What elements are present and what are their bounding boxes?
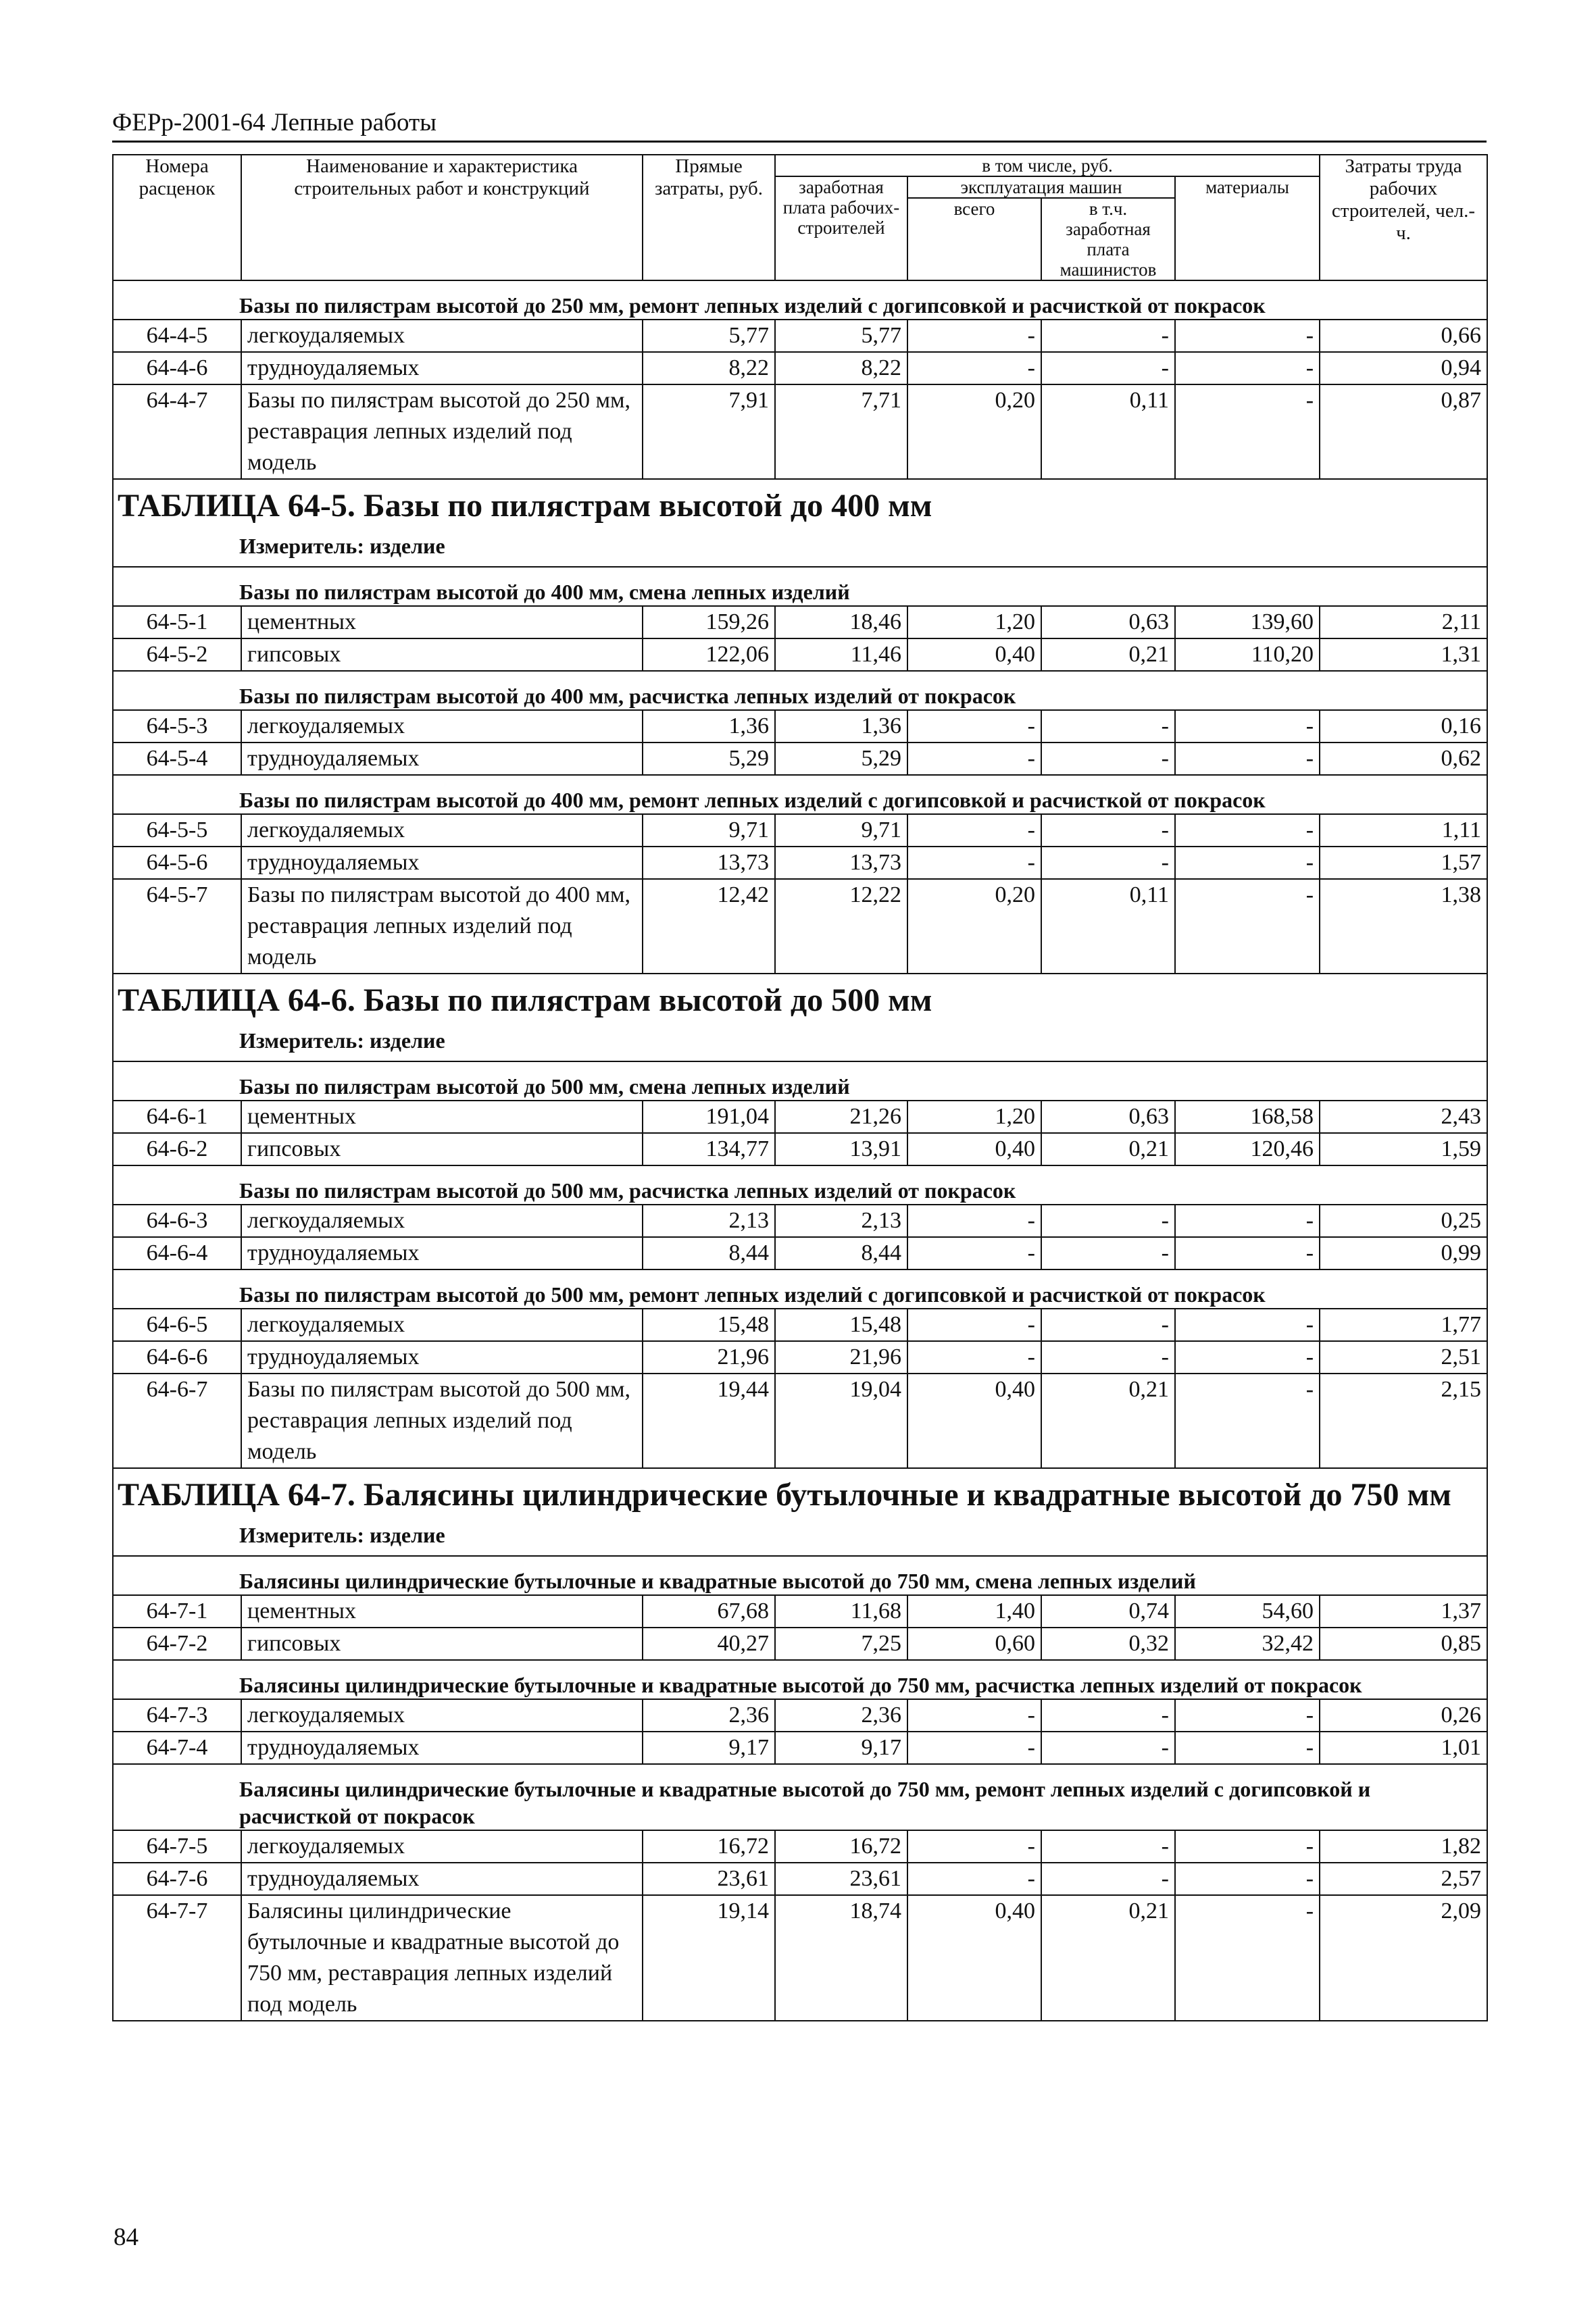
direct-cost: 1,36 (643, 710, 775, 743)
labor-value: 0,94 (1320, 352, 1487, 384)
machinist-wages-value: 0,21 (1041, 1133, 1175, 1165)
machines-value: - (907, 320, 1041, 352)
section-heading-row (113, 280, 1487, 320)
materials-value: - (1175, 1374, 1320, 1468)
machines-value: 0,40 (907, 638, 1041, 671)
direct-cost: 16,72 (643, 1830, 775, 1863)
measure-unit: Измеритель: изделие (239, 534, 445, 558)
wages-value: 19,04 (775, 1374, 907, 1468)
materials-value: 54,60 (1175, 1595, 1320, 1628)
machinist-wages-value: 0,63 (1041, 606, 1175, 638)
section-heading-row (113, 1269, 1487, 1309)
machinist-wages-value: - (1041, 743, 1175, 775)
labor-value: 0,26 (1320, 1699, 1487, 1732)
machinist-wages-value: 0,21 (1041, 1374, 1175, 1468)
materials-value: 139,60 (1175, 606, 1320, 638)
machines-value: 0,20 (907, 879, 1041, 974)
rate-code: 64-6-2 (113, 1133, 241, 1165)
direct-cost: 8,22 (643, 352, 775, 384)
direct-cost: 40,27 (643, 1628, 775, 1660)
col-machines-header: эксплуатация машин (907, 176, 1175, 198)
wages-value: 2,13 (775, 1205, 907, 1237)
section-heading: Балясины цилиндрические бутылочные и квадратные высотой до 750 мм, расчистка лепных изделий от покрасок (113, 1660, 1487, 1699)
materials-value: - (1175, 1895, 1320, 2021)
wages-value: 8,44 (775, 1237, 907, 1269)
work-name: легкоудаляемых (241, 1205, 643, 1237)
table-row (113, 1895, 1487, 2021)
col-materials-header: материалы (1175, 176, 1320, 280)
direct-cost: 15,48 (643, 1309, 775, 1341)
labor-value: 2,57 (1320, 1863, 1487, 1895)
machines-value: 0,40 (907, 1374, 1041, 1468)
machinist-wages-value: 0,11 (1041, 384, 1175, 479)
labor-value: 0,25 (1320, 1205, 1487, 1237)
work-name: цементных (241, 606, 643, 638)
table-row (113, 1237, 1487, 1269)
labor-value: 2,09 (1320, 1895, 1487, 2021)
machinist-wages-value: - (1041, 814, 1175, 847)
labor-value: 0,85 (1320, 1628, 1487, 1660)
page-number: 84 (114, 2223, 139, 2251)
labor-value: 1,77 (1320, 1309, 1487, 1341)
labor-value: 0,16 (1320, 710, 1487, 743)
table-row (113, 1628, 1487, 1660)
wages-value: 13,73 (775, 847, 907, 879)
direct-cost: 19,14 (643, 1895, 775, 2021)
rate-code: 64-6-6 (113, 1341, 241, 1374)
section-heading-row (113, 1061, 1487, 1101)
machinist-wages-value: - (1041, 1830, 1175, 1863)
rate-code: 64-4-7 (113, 384, 241, 479)
machines-value: - (907, 1309, 1041, 1341)
table-title-row (113, 1468, 1487, 1556)
measure-unit: Измеритель: изделие (239, 1523, 445, 1547)
col-name-header: Наименование и характеристика строительных работ и конструкций (241, 155, 643, 280)
rate-code: 64-4-5 (113, 320, 241, 352)
direct-cost: 9,17 (643, 1732, 775, 1764)
direct-cost: 2,36 (643, 1699, 775, 1732)
machinist-wages-value: - (1041, 710, 1175, 743)
machines-value: 1,20 (907, 1101, 1041, 1133)
labor-value: 0,66 (1320, 320, 1487, 352)
table-title-cell (113, 1468, 1487, 1556)
col-direct-header: Прямые затраты, руб. (643, 155, 775, 280)
work-name: Базы по пилястрам высотой до 250 мм, реставрация лепных изделий под модель (241, 384, 643, 479)
section-heading: Базы по пилястрам высотой до 500 мм, смена лепных изделий (113, 1061, 1487, 1101)
machinist-wages-value: - (1041, 847, 1175, 879)
wages-value: 2,36 (775, 1699, 907, 1732)
direct-cost: 19,44 (643, 1374, 775, 1468)
machines-value: - (907, 1732, 1041, 1764)
machinist-wages-value: - (1041, 1205, 1175, 1237)
machinist-wages-value: 0,21 (1041, 1895, 1175, 2021)
table-row (113, 847, 1487, 879)
machinist-wages-value: - (1041, 1309, 1175, 1341)
machinist-wages-value: 0,21 (1041, 638, 1175, 671)
machinist-wages-value: 0,74 (1041, 1595, 1175, 1628)
col-machinist-header: в т.ч. заработная плата машинистов (1041, 198, 1175, 280)
rate-code: 64-6-5 (113, 1309, 241, 1341)
materials-value: 168,58 (1175, 1101, 1320, 1133)
wages-value: 18,46 (775, 606, 907, 638)
table-row (113, 638, 1487, 671)
table-row (113, 1374, 1487, 1468)
table-row (113, 1830, 1487, 1863)
materials-value: - (1175, 1830, 1320, 1863)
rate-code: 64-6-1 (113, 1101, 241, 1133)
machinist-wages-value: 0,11 (1041, 879, 1175, 974)
machines-value: - (907, 1341, 1041, 1374)
machinist-wages-value: 0,32 (1041, 1628, 1175, 1660)
direct-cost: 12,42 (643, 879, 775, 974)
direct-cost: 191,04 (643, 1101, 775, 1133)
labor-value: 1,37 (1320, 1595, 1487, 1628)
running-title: ФЕРр-2001-64 Лепные работы (112, 109, 437, 136)
machines-value: - (907, 743, 1041, 775)
col-labor-header: Затраты труда рабочих строителей, чел.-ч. (1320, 155, 1487, 280)
work-name: трудноудаляемых (241, 743, 643, 775)
work-name: цементных (241, 1595, 643, 1628)
table-title: ТАБЛИЦА 64-5. Базы по пилястрам высотой до 400 мм (118, 488, 932, 524)
materials-value: - (1175, 320, 1320, 352)
table-row (113, 606, 1487, 638)
section-heading: Базы по пилястрам высотой до 400 мм, смена лепных изделий (113, 567, 1487, 606)
table-row (113, 879, 1487, 974)
materials-value: - (1175, 814, 1320, 847)
wages-value: 9,17 (775, 1732, 907, 1764)
rate-code: 64-5-1 (113, 606, 241, 638)
materials-value: - (1175, 1309, 1320, 1341)
section-heading: Балясины цилиндрические бутылочные и квадратные высотой до 750 мм, ремонт лепных изделий с догипсовкой и расчисткой от покрасок (113, 1764, 1487, 1830)
materials-value: - (1175, 1341, 1320, 1374)
machinist-wages-value: 0,63 (1041, 1101, 1175, 1133)
labor-value: 1,57 (1320, 847, 1487, 879)
machines-value: - (907, 847, 1041, 879)
col-wages-header: заработная плата рабочих-строителей (775, 176, 907, 280)
labor-value: 0,62 (1320, 743, 1487, 775)
wages-value: 12,22 (775, 879, 907, 974)
direct-cost: 8,44 (643, 1237, 775, 1269)
work-name: Базы по пилястрам высотой до 500 мм, реставрация лепных изделий под модель (241, 1374, 643, 1468)
materials-value: - (1175, 1205, 1320, 1237)
labor-value: 1,38 (1320, 879, 1487, 974)
section-heading-row (113, 567, 1487, 606)
wages-value: 7,71 (775, 384, 907, 479)
labor-value: 2,51 (1320, 1341, 1487, 1374)
work-name: трудноудаляемых (241, 847, 643, 879)
labor-value: 1,82 (1320, 1830, 1487, 1863)
materials-value: - (1175, 384, 1320, 479)
labor-value: 1,01 (1320, 1732, 1487, 1764)
machines-value: - (907, 814, 1041, 847)
table-row (113, 1341, 1487, 1374)
machines-value: 1,20 (907, 606, 1041, 638)
labor-value: 1,11 (1320, 814, 1487, 847)
table-row (113, 1595, 1487, 1628)
rate-code: 64-7-7 (113, 1895, 241, 2021)
wages-value: 8,22 (775, 352, 907, 384)
table-row (113, 814, 1487, 847)
work-name: легкоудаляемых (241, 1830, 643, 1863)
section-heading: Базы по пилястрам высотой до 500 мм, ремонт лепных изделий с догипсовкой и расчисткой от покрасок (113, 1269, 1487, 1309)
wages-value: 21,26 (775, 1101, 907, 1133)
work-name: Базы по пилястрам высотой до 400 мм, реставрация лепных изделий под модель (241, 879, 643, 974)
rate-code: 64-7-5 (113, 1830, 241, 1863)
table-title-row (113, 974, 1487, 1061)
section-heading-row (113, 1764, 1487, 1830)
measure-unit: Измеритель: изделие (239, 1028, 445, 1053)
table-title: ТАБЛИЦА 64-7. Балясины цилиндрические бутылочные и квадратные высотой до 750 мм (118, 1477, 1451, 1513)
work-name: цементных (241, 1101, 643, 1133)
section-heading-row (113, 1165, 1487, 1205)
machinist-wages-value: - (1041, 1699, 1175, 1732)
table-row (113, 1863, 1487, 1895)
table-row (113, 710, 1487, 743)
wages-value: 11,68 (775, 1595, 907, 1628)
rate-code: 64-7-2 (113, 1628, 241, 1660)
materials-value: - (1175, 1699, 1320, 1732)
wages-value: 21,96 (775, 1341, 907, 1374)
work-name: Балясины цилиндрические бутылочные и квадратные высотой до 750 мм, реставрация лепных изделий под модель (241, 1895, 643, 2021)
direct-cost: 7,91 (643, 384, 775, 479)
table-row (113, 384, 1487, 479)
section-heading: Базы по пилястрам высотой до 400 мм, ремонт лепных изделий с догипсовкой и расчисткой от покрасок (113, 775, 1487, 814)
labor-value: 2,11 (1320, 606, 1487, 638)
rate-code: 64-6-7 (113, 1374, 241, 1468)
direct-cost: 2,13 (643, 1205, 775, 1237)
table-title-cell (113, 479, 1487, 567)
direct-cost: 122,06 (643, 638, 775, 671)
wages-value: 9,71 (775, 814, 907, 847)
work-name: легкоудаляемых (241, 1309, 643, 1341)
machines-value: - (907, 352, 1041, 384)
rate-code: 64-6-3 (113, 1205, 241, 1237)
machinist-wages-value: - (1041, 1732, 1175, 1764)
labor-value: 2,15 (1320, 1374, 1487, 1468)
machines-value: - (907, 1205, 1041, 1237)
table-row (113, 743, 1487, 775)
materials-value: - (1175, 1732, 1320, 1764)
wages-value: 7,25 (775, 1628, 907, 1660)
machines-value: 1,40 (907, 1595, 1041, 1628)
table-row (113, 1699, 1487, 1732)
materials-value: 120,46 (1175, 1133, 1320, 1165)
work-name: гипсовых (241, 638, 643, 671)
materials-value: - (1175, 1237, 1320, 1269)
direct-cost: 5,29 (643, 743, 775, 775)
materials-value: 110,20 (1175, 638, 1320, 671)
machinist-wages-value: - (1041, 320, 1175, 352)
rate-code: 64-7-6 (113, 1863, 241, 1895)
rate-code: 64-5-3 (113, 710, 241, 743)
table-row (113, 1133, 1487, 1165)
direct-cost: 67,68 (643, 1595, 775, 1628)
rate-code: 64-5-6 (113, 847, 241, 879)
section-heading: Базы по пилястрам высотой до 500 мм, расчистка лепных изделий от покрасок (113, 1165, 1487, 1205)
rate-code: 64-4-6 (113, 352, 241, 384)
labor-value: 0,99 (1320, 1237, 1487, 1269)
machines-value: 0,60 (907, 1628, 1041, 1660)
wages-value: 23,61 (775, 1863, 907, 1895)
table-row (113, 320, 1487, 352)
section-heading-row (113, 671, 1487, 710)
materials-value: - (1175, 1863, 1320, 1895)
rate-code: 64-5-4 (113, 743, 241, 775)
table-title: ТАБЛИЦА 64-6. Базы по пилястрам высотой до 500 мм (118, 982, 932, 1018)
machinist-wages-value: - (1041, 352, 1175, 384)
work-name: трудноудаляемых (241, 1237, 643, 1269)
work-name: легкоудаляемых (241, 814, 643, 847)
rate-code: 64-5-5 (113, 814, 241, 847)
section-heading-row (113, 1556, 1487, 1595)
section-heading: Балясины цилиндрические бутылочные и квадратные высотой до 750 мм, смена лепных изделий (113, 1556, 1487, 1595)
wages-value: 16,72 (775, 1830, 907, 1863)
table-row (113, 1732, 1487, 1764)
machines-value: 0,40 (907, 1895, 1041, 2021)
materials-value: - (1175, 743, 1320, 775)
section-heading-row (113, 775, 1487, 814)
wages-value: 1,36 (775, 710, 907, 743)
direct-cost: 13,73 (643, 847, 775, 879)
machines-value: - (907, 1863, 1041, 1895)
labor-value: 1,31 (1320, 638, 1487, 671)
rate-code: 64-5-7 (113, 879, 241, 974)
work-name: трудноудаляемых (241, 352, 643, 384)
work-name: легкоудаляемых (241, 710, 643, 743)
wages-value: 5,77 (775, 320, 907, 352)
machines-value: 0,20 (907, 384, 1041, 479)
col-incl-header: в том числе, руб. (775, 155, 1320, 176)
work-name: трудноудаляемых (241, 1863, 643, 1895)
direct-cost: 9,71 (643, 814, 775, 847)
labor-value: 0,87 (1320, 384, 1487, 479)
materials-value: - (1175, 879, 1320, 974)
col-machines-total-header: всего (907, 198, 1041, 280)
machines-value: - (907, 1699, 1041, 1732)
rate-code: 64-7-4 (113, 1732, 241, 1764)
rate-code: 64-6-4 (113, 1237, 241, 1269)
wages-value: 11,46 (775, 638, 907, 671)
work-name: легкоудаляемых (241, 320, 643, 352)
machinist-wages-value: - (1041, 1341, 1175, 1374)
work-name: трудноудаляемых (241, 1341, 643, 1374)
materials-value: - (1175, 847, 1320, 879)
rate-code: 64-5-2 (113, 638, 241, 671)
direct-cost: 5,77 (643, 320, 775, 352)
machines-value: - (907, 1830, 1041, 1863)
wages-value: 18,74 (775, 1895, 907, 2021)
machinist-wages-value: - (1041, 1237, 1175, 1269)
direct-cost: 21,96 (643, 1341, 775, 1374)
rates-table (112, 154, 1488, 2021)
wages-value: 13,91 (775, 1133, 907, 1165)
machines-value: - (907, 710, 1041, 743)
work-name: трудноудаляемых (241, 1732, 643, 1764)
direct-cost: 134,77 (643, 1133, 775, 1165)
section-heading: Базы по пилястрам высотой до 250 мм, ремонт лепных изделий с догипсовкой и расчисткой от покрасок (113, 280, 1487, 320)
table-row (113, 1309, 1487, 1341)
section-heading: Базы по пилястрам высотой до 400 мм, расчистка лепных изделий от покрасок (113, 671, 1487, 710)
wages-value: 5,29 (775, 743, 907, 775)
materials-value: - (1175, 710, 1320, 743)
machines-value: 0,40 (907, 1133, 1041, 1165)
direct-cost: 159,26 (643, 606, 775, 638)
table-row (113, 1205, 1487, 1237)
labor-value: 2,43 (1320, 1101, 1487, 1133)
rate-code: 64-7-3 (113, 1699, 241, 1732)
rate-code: 64-7-1 (113, 1595, 241, 1628)
machinist-wages-value: - (1041, 1863, 1175, 1895)
work-name: гипсовых (241, 1133, 643, 1165)
materials-value: - (1175, 352, 1320, 384)
direct-cost: 23,61 (643, 1863, 775, 1895)
header-rule (112, 141, 1487, 143)
section-heading-row (113, 1660, 1487, 1699)
labor-value: 1,59 (1320, 1133, 1487, 1165)
table-row (113, 352, 1487, 384)
table-row (113, 1101, 1487, 1133)
machines-value: - (907, 1237, 1041, 1269)
table-title-row (113, 479, 1487, 567)
work-name: легкоудаляемых (241, 1699, 643, 1732)
col-code-header: Номера расценок (113, 155, 241, 280)
wages-value: 15,48 (775, 1309, 907, 1341)
table-title-cell (113, 974, 1487, 1061)
work-name: гипсовых (241, 1628, 643, 1660)
materials-value: 32,42 (1175, 1628, 1320, 1660)
